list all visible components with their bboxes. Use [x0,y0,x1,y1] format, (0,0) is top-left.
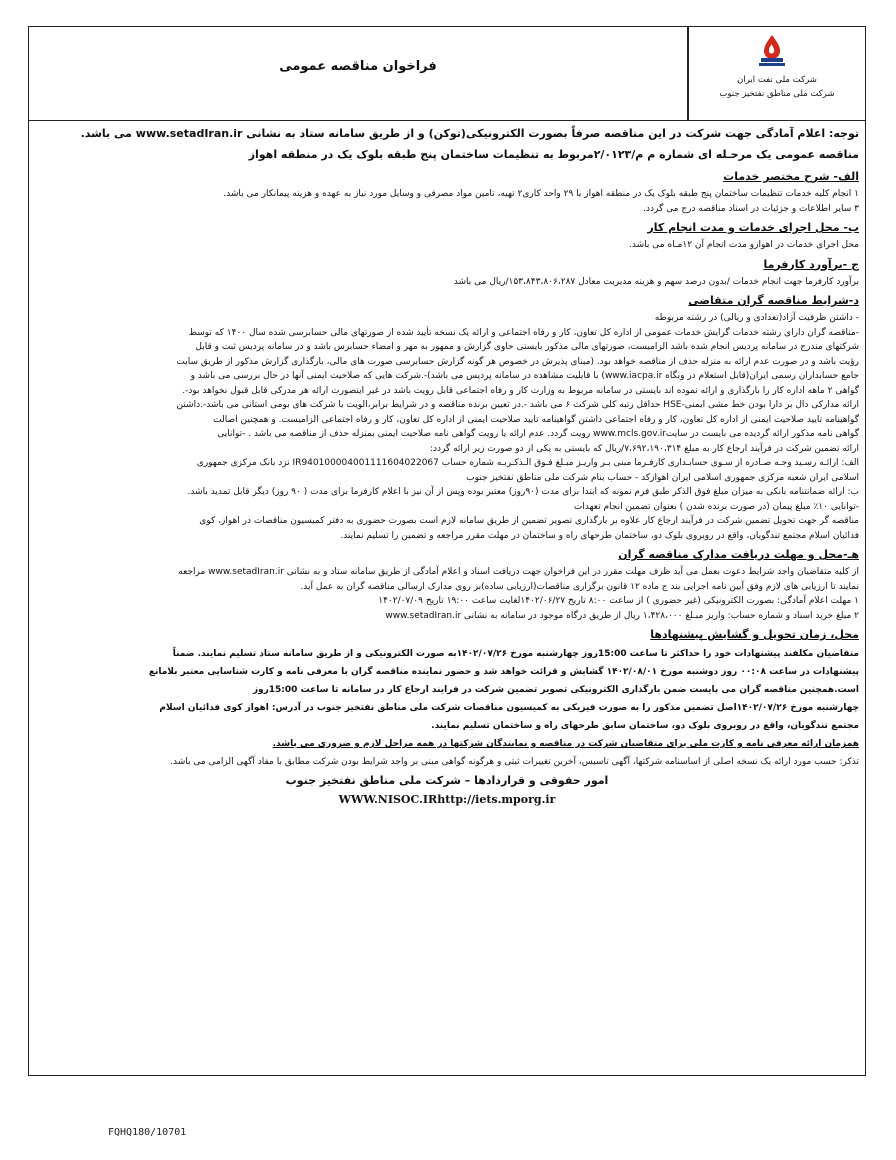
nioc-logo-icon [754,33,790,69]
section-a-heading: الف- شرح مختصر خدمات [723,170,859,183]
body-line: ۱ انجام کلیه خدمات تنظیمات ساختمان پنج طبقه بلوک یک در منطقه اهواز با ۲۹ واحد کاری۲ تهیه، تامین مواد مصرفی و وسایل مورد نیاز به عهده و هزینه پیمانکار می باشد. [223,189,859,199]
body-line: رؤیت باشد و در صورت عدم ارائه به منزله حذف از مناقصه خواهد بود. (مبنای پذیرش در خصوص هر گونه گزارش حسابرسی صورت های مالی، بارگذاری گزارش مذکور از طریق سایت [176,356,859,367]
notice-header [29,27,865,121]
body-line: ۲ مبلغ خرید اسناد و شماره حساب: واریز مبـلغ ۱،۴۲۸،۰۰۰ ریال از طریق درگاه موجود در سامانه به نشانی www.setadIran.ir [385,610,859,621]
body-line: پیشنهادات در ساعت ۰۰:۰۸ روز دوشنبه مورخ ۱۴۰۲/۰۸/۰۱ گشایش و قرائت خواهد شد و حضور نماینده مناقصه گران با معرفی نامه و کارت شناسایی معتبر بلامانع [148,667,859,677]
body-line: است.همچنین مناقصه گران می بایست ضمن بارگذاری الکترونیکی تصویر تضمین شرکت در فرایند ارجاع کار در سامانه تا ساعت 15:00روز [252,685,859,695]
body-line: گواهی نامه مذکور ارائه گردیده می بایست در سایتwww.mcls.gov.ir رویت گردد. عدم ارائه یا رویت گواهی نامه صلاحیت ایمنی بمنزله حذف از مناقصه می باشد . -توانایی [217,429,859,439]
body-line: متقاضیان مکلفند پیشنهادات خود را حداکثر تا ساعت 15:00روز چهارشنبه مورخ ۱۴۰۲/۰۷/۲۶به صورت الکترونیکی و از طریق سامانه ستاد تسلیم نمایند. ضمناً [172,649,859,659]
body-line: -توانایی ۱۰٪ مبلغ پیمان (در صورت برنده شدن ) بعنوان تضمین انجام تعهدات [573,501,859,512]
body-line: برآورد کارفرما جهت انجام خدمات /بدون درصد سهم و هزینه مدیریت معادل ۱۵۳،۸۴۳،۸۰۶،۲۸۷/ریال می باشد [453,276,859,287]
section-b-heading: ب- محل اجرای خدمات و مدت انجام کار [647,221,859,234]
section-d-heading: د-شرایط مناقصه گران متقاضی [688,294,859,307]
body-line: اسلامی ایران شعبه مرکزی جمهوری اسلامی ایران اهوازکد - حساب بنام شرکت ملی مناطق نفتخیز جنوب [466,472,859,483]
document-code: FQHQ180/10701 [108,1127,187,1138]
note-line: توجه: اعلام آمادگی جهت شرکت در این مناقصه صرفاً بصورت الکترونیکی(توکن) و از طریق سامانه ستاد به نشانی www.setadIran.ir می باشد. [80,127,859,140]
website-line: WWW.NISOC.IRhttp://iets.mporg.ir [338,793,556,806]
body-line: ارائه تضمین شرکت در فرآیند ارجاع کار به مبلغ ۷،۶۹۲،۱۹۰،۳۱۴/ریال که بایستی به یکی از دو صورت زیر ارائه گردد: [429,443,859,454]
signature-line: امور حقوقی و قراردادها – شرکت ملی مناطق نفتخیز جنوب [285,774,609,787]
body-line: فدائیان اسلام مجتمع تندگویان، واقع در روبروی بلوک دو، ساختمان طرحهای راه و ساختمان در مهلت مقرر مراجعه و تضمین را تسلیم نمایند. [340,530,859,541]
notice-body [33,123,861,809]
body-line: الف: ارائـه رسـید وجـه صـادره از سـوی حسابـداری کارفـرما مبنی بـر واریـز مبـلغ فـوق الـذکـربـه شماره حساب IR940100004001111604022067 نزد بانک مرکزی جمهوری [196,458,859,468]
body-line: مناقصه گر جهت تحویل تضمین شرکت در فرآیند ارجاع کار علاوه بر بارگذاری تصویر تضمین از طریق سامانه لازم است بصورت حضوری به دفتر کمیسیون مناقصات در اهواز، کوی [199,516,859,526]
body-line: از کلیه متقاضیان واجد شرایط دعوت بعمل می آید ظرف مهلت مقرر در این فراخوان جهت دریافت اسناد و اعلام آمادگی از طریق سامانه ستاد و به نشانی www.setadIran.ir مراجعه [178,567,859,577]
body-line: - داشتن ظرفیت آزاد(تعدادی و ریالی) در رشته مربوطه [654,313,859,323]
body-line: ارائه مدارکی دال بر دارا بودن خط مشی ایمنی-HSE حداقل رتبه کلی شرکت ۶ می باشد -.در تعیین برنده مناقصه و در شرایط برابر،الویت با شرکت های بومی استانی می باشد-.داشتن [176,400,859,410]
page-title: فراخوان مناقصه عمومی [279,59,437,74]
tender-title: مناقصه عمومی یک مرحـله ای شماره م م/۲/۰۱۲۳مربوط به تنظیمات ساختمان پنج طبقه بلوک یک در منطقه اهواز [248,148,859,161]
body-line: ۱ مهلت اعلام آمادگی: بصورت الکترونیکی (غیر حضوری ) از ساعت ۸:۰۰ تاریخ ۱۴۰۲/۰۶/۲۷لغایت ساعت ۱۹:۰۰ تاریخ ۱۴۰۲/۰۷/۰۹ [378,596,859,606]
body-line: چهارشنبه مورخ ۱۴۰۲/۰۷/۲۶اصل تضمین مذکور را به صورت فیزیکی به کمیسیون مناقصات شرکت ملی مناطق نفتخیز جنوب در آدرس: اهواز کوی فدائیان اسلام [159,703,859,713]
notice-frame [28,26,866,1076]
section-c-heading: ج -برآورد کارفرما [763,257,859,271]
body-line: شرکتهای مندرج در سامانه پردیس انجام شده باشد الزامیست، صورتهای مالی مذکور بایستی حاوی گزارش و ممهور به مهر و امضاء حسابرس باشد و در سامانه پردیس ثبت و قابل [195,342,859,352]
body-line: -مناقصه گران دارای رشته خدمات گرایش خدمات عمومی از اداره کل تعاون، کار و رفاه اجتماعی و ارائه یک نسخه تأیید شده از صورتهای مالی حسابرسی شده سال ۱۴۰۰ که توسط [188,327,859,338]
body-line: گواهی ۲ ماهه اداره کار را بارگذاری و ارائه نموده اند بایستی در سامانه مربوط به وزارت کار و رفاه اجتماعی قابل رویت باشد در غیر اینصورت ارائه هر مدرکی قابل قبول نخواهد بود-. [182,385,859,396]
body-line: ۳ سایر اطلاعات و جزئیات در اسناد مناقصه درج می گردد. [643,203,859,214]
company-line-2: شرکت ملی مناطق نفتخیز جنوب [719,89,835,99]
header-divider [687,27,689,120]
body-line: ب: ارائه ضمانتنامه بانکی به میزان مبلغ فوق الذکر طبق فرم نمونه که ابتدا برای مدت (۹۰روز) معتبر بوده وپس از آن نیز با اعلام کارفرما برای مدت ( ۹۰ روز) دیگر قابل تمدید باشد. [187,487,859,497]
body-line: محل اجرای خدمات در اهوازو مدت انجام آن ۱۲مـاه می باشد. [629,240,859,250]
body-line: مجتمع تندگویان، واقع در روبروی بلوک دو، ساختمان سابق طرحهای راه و ساختمان تسلیم نمایند. [431,721,859,731]
company-name [693,73,861,101]
identity-note: همزمان ارائه معرفی نامه و کارت ملی برای متقاضیان شرکت در مناقصه و نمایندگان شرکتها در همه مراحل لازم و ضروری می باشد. [272,739,859,749]
section-f-heading: محل، زمان تحویل و گشایش پیشنهادها [650,628,859,641]
body-line: نمایند تا ارزیابی های لازم وفق آیین نامه اجرایی بند ج ماده ۱۲ قانون برگزاری مناقصات(ارزیابی ساده)بر روی مدارک ارسالی مناقصه گران به عمل آید. [300,581,859,592]
reminder-line: تذکر: حسب مورد ارائه یک نسخه اصلی از اساسنامه شرکتها، آگهی تاسیس، آخرین تغییرات ثبتی و هرگونه گواهی مبنی بر واجد شرایط بودن شرکت مطابق با مفاد آگهی الزامی می باشد. [170,757,859,767]
company-line-1: شرکت ملی نفت ایران [737,75,817,85]
section-e-heading: هـ-محل و مهلت دریافت مدارک مناقصه گران [618,548,859,561]
body-line: گواهینامه تایید صلاحیت ایمنی از اداره کل تعاون، کار و رفاه اجتماعی داشتن گواهینامه تایید صلاحیت ایمنی از اداره کل تعاون، کار و رفاه اجتماعی الزامیست. و همچنین اصالت [213,414,859,425]
body-line: جامع حسابداران رسمی ایران(قابل استعلام در وبگاه www.iacpa.ir) با قابلیت مشاهده در سامانه پردیس می باشد)-.شرکت هایی که صلاحیت ایمنی آنها در حال بررسی می باشد و [190,371,859,381]
